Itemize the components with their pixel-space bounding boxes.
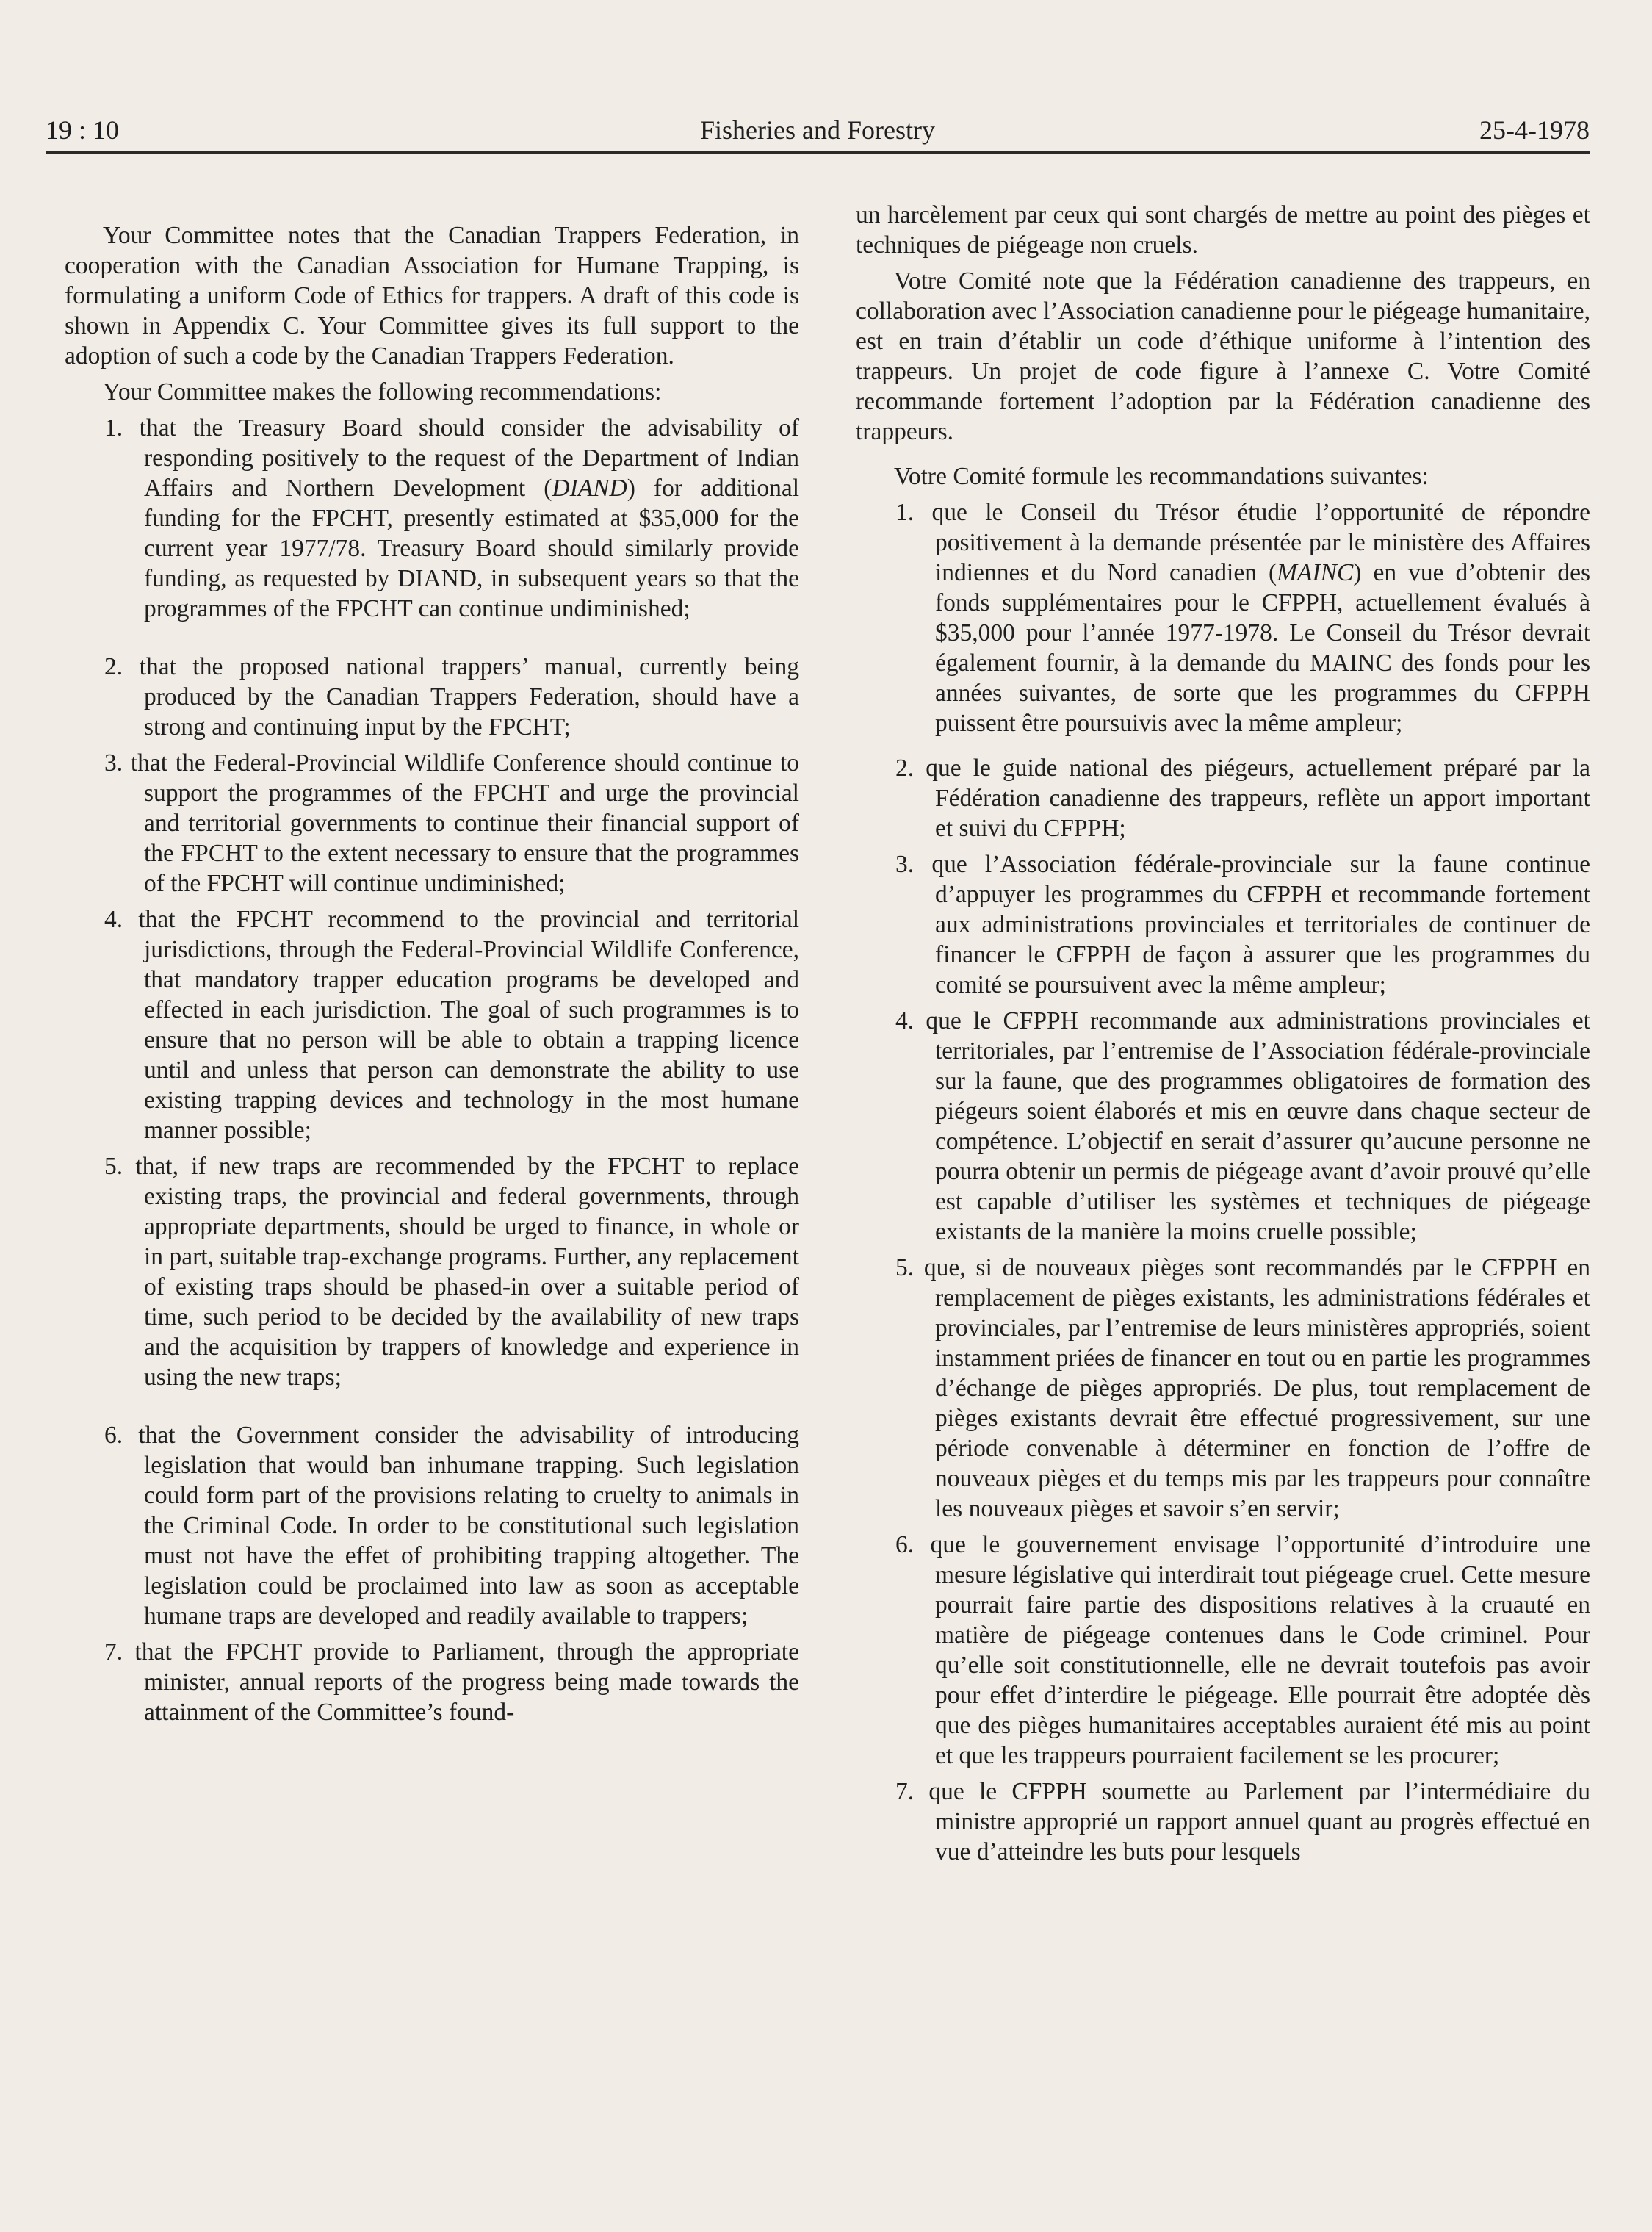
running-header [46,110,1590,154]
english-column [65,192,799,1733]
french-recommendations-lead: Votre Comité formule les recommandations suivantes: [894,463,1429,490]
french-recommendation-2: 2. que le guide national des piégeurs, actuellement préparé par la Fédération canadienne des trappeurs, reflète un apport important et suivi du CFPPH; [895,755,1590,842]
english-recommendation-5: 5. that, if new traps are recommended by the FPCHT to replace existing traps, the provincial and federal governments, through appropriate departments, should be urged to finance, in whole or in part, suitable trap-exchange programs. Further, any replacement of existing traps should be phased-in over a suitable period of time, such period to be decided by the availability of new traps and the acquisition by trappers of knowledge and experience in using the new traps; [104,1153,799,1391]
french-recommendation-1: 1. que le Conseil du Trésor étudie l’opportunité de répondre positivement à la demande présentée par le ministère des Affaires indiennes et du Nord canadien (MAINC) en vue d’obtenir des fonds supplémentaires pour le CFPPH, actuellement évalués à $35,000 pour l’année 1977-1978. Le Conseil du Trésor devrait également fournir, à la demande du MAINC des fonds pour les années suivantes, de sorte que les programmes du CFPPH puissent être poursuivis avec la même ampleur; [895,499,1590,737]
english-recommendation-1: 1. that the Treasury Board should consider the advisability of responding positively to the request of the Department of Indian Affairs and Northern Development (DIAND) for additional funding for the FPCHT, presently estimated at $35,000 for the current year 1977/78. Treasury Board should similarly provide funding, as requested by DIAND, in subsequent years so that the programmes of the FPCHT can continue undiminished; [104,414,800,622]
french-column [856,200,1590,1873]
english-recommendation-4: 4. that the FPCHT recommend to the provincial and territorial jurisdictions, through the Federal-Provincial Wildlife Conference, that mandatory trapper education programs be developed and effected in each jurisdiction. The goal of such programmes is to ensure that no person will be able to obtain a trapping licence until and unless that person can demonstrate the ability to use existing trapping devices and technology in the most humane manner possible; [104,906,799,1144]
english-intro-paragraph: Your Committee notes that the Canadian Trappers Federation, in cooperation with the Canadian Association for Humane Trapping, is formulating a uniform Code of Ethics for trappers. A draft of this code is shown in Appendix C. Your Committee gives its full support to the adoption of such a code by the Canadian Trappers Federation. [65,222,799,370]
english-recommendation-3: 3. that the Federal-Provincial Wildlife Conference should continue to support the programmes of the FPCHT and urge the provincial and territorial governments to continue their financial support of the FPCHT to the extent necessary to ensure that the programmes of the FPCHT will continue undiminished; [104,749,799,897]
publication-title: Fisheries and Forestry [700,115,935,145]
page-number: 19 : 10 [46,115,120,145]
french-continuation-paragraph: un harcèlement par ceux qui sont chargés de mettre au point des pièges et techniques de piégeage non cruels. [856,201,1590,259]
french-recommendation-6: 6. que le gouvernement envisage l’opportunité d’introduire une mesure législative qui interdirait tout piégeage cruel. Cette mesure pourrait faire partie des dispositions relatives à la cruauté en matière de piégeage contenues dans le Code criminel. Pour qu’elle soit constitutionnelle, elle ne devrait toutefois pas avoir pour effet d’interdire le piégeage. Elle pourrait être adoptée dès que des pièges humanitaires acceptables auraient été mis au point et que les trappeurs pourraient facilement se les procurer; [895,1531,1590,1769]
mainc-abbreviation: MAINC [1277,559,1354,586]
english-recommendation-7: 7. that the FPCHT provide to Parliament, through the appropriate minister, annual reports of the progress being made towards the attainment of the Committee’s found- [104,1638,799,1726]
diand-abbreviation: DIAND [552,475,627,502]
french-recommendation-5: 5. que, si de nouveaux pièges sont recommandés par le CFPPH en remplacement de pièges existants, les administrations fédérales et provinciales, par l’entremise de leurs ministères appropriés, soient instamment priées de financer en tout ou en partie les programmes d’échange de pièges appropriés. De plus, tout remplacement de pièges existants devrait être effectué progressivement, sur une période convenable à déterminer en fonction de l’offre de nouveaux pièges et du temps mis par les trappeurs pour connaître les nouveaux pièges et savoir s’en servir; [895,1254,1590,1522]
english-recommendations-lead: Your Committee makes the following recommendations: [103,378,662,406]
english-recommendation-2: 2. that the proposed national trappers’ manual, currently being produced by the Canadian Trappers Federation, should have a strong and continuing input by the FPCHT; [104,653,799,741]
issue-date: 25-4-1978 [1479,115,1590,145]
french-recommendation-4: 4. que le CFPPH recommande aux administrations provinciales et territoriales, par l’entremise de l’Association fédérale-provinciale sur la faune, que des programmes obligatoires de formation des piégeurs soient élaborés et mis en œuvre dans chaque secteur de compétence. L’objectif en serait d’assurer qu’aucune personne ne pourra obtenir un permis de piégeage avant d’avoir prouvé qu’elle est capable d’utiliser les systèmes et techniques de piégeage existants de la manière la moins cruelle possible; [895,1007,1590,1245]
french-recommendation-3: 3. que l’Association fédérale-provinciale sur la faune continue d’appuyer les programmes du CFPPH et recommande fortement aux administrations provinciales et territoriales de continuer de financer le CFPPH de façon à assurer que les programmes du comité se poursuivent avec la même ampleur; [895,851,1590,998]
english-recommendation-6: 6. that the Government consider the advisability of introducing legislation that would ban inhumane trapping. Such legislation could form part of the provisions relating to cruelty to animals in the Criminal Code. In order to be constitutional such legislation must not have the effet of prohibiting trapping altogether. The legislation could be proclaimed into law as soon as acceptable humane traps are developed and readily available to trappers; [104,1422,799,1630]
french-intro-paragraph: Votre Comité note que la Fédération canadienne des trappeurs, en collaboration avec l’Association canadienne pour le piégeage humanitaire, est en train d’établir un code d’éthique uniforme à l’intention des trappeurs. Un projet de code figure à l’annexe C. Votre Comité recommande fortement l’adoption par la Fédération canadienne des trappeurs. [856,267,1590,445]
french-recommendation-7: 7. que le CFPPH soumette au Parlement par l’intermédiaire du ministre approprié un rapport annuel quant au progrès effectué en vue d’atteindre les buts pour lesquels [895,1778,1590,1865]
